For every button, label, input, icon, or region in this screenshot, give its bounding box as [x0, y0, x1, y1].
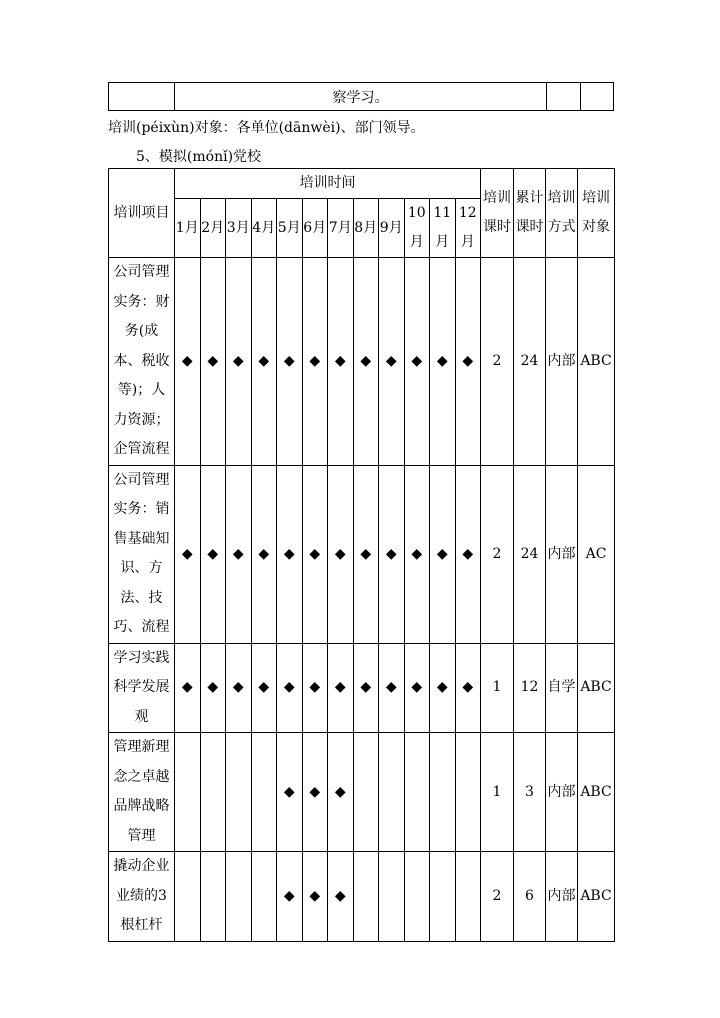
month-cell [353, 643, 379, 733]
month-cell [328, 465, 354, 643]
month-cell [200, 643, 226, 733]
month-cell [302, 643, 328, 733]
schedule-mark-icon: ◆ [283, 887, 295, 904]
schedule-mark-icon: ◆ [385, 545, 397, 562]
month-cell [430, 258, 456, 466]
schedule-mark-icon: ◆ [462, 352, 474, 369]
month-cell [200, 733, 226, 852]
row-method: 内部 [546, 852, 578, 942]
month-cell [175, 733, 201, 852]
schedule-mark-icon: ◆ [181, 352, 193, 369]
continuation-row [109, 83, 614, 111]
training-target-line: 培训(péixùn)对象：各单位(dānwèi)、部门领导。 [108, 120, 425, 136]
month-cell [277, 643, 303, 733]
month-cell [455, 258, 481, 466]
header-month: 3月 [226, 199, 252, 258]
cell-empty [109, 83, 175, 111]
header-month: 6月 [302, 199, 328, 258]
month-cell [379, 465, 405, 643]
schedule-mark-icon: ◆ [232, 679, 244, 696]
cell-empty [547, 83, 581, 111]
schedule-mark-icon: ◆ [360, 352, 372, 369]
month-cell [302, 852, 328, 942]
month-cell [430, 465, 456, 643]
month-cell [226, 465, 252, 643]
month-cell [379, 258, 405, 466]
row-cumulative: 3 [514, 733, 546, 852]
schedule-mark-icon: ◆ [283, 545, 295, 562]
month-cell [302, 465, 328, 643]
month-cell [251, 643, 277, 733]
month-cell [226, 643, 252, 733]
header-month: 5月 [277, 199, 303, 258]
schedule-mark-icon: ◆ [283, 679, 295, 696]
schedule-mark-icon: ◆ [411, 352, 423, 369]
schedule-mark-icon: ◆ [309, 545, 321, 562]
header-month: 8月 [353, 199, 379, 258]
row-cumulative: 24 [514, 465, 546, 643]
schedule-mark-icon: ◆ [309, 887, 321, 904]
schedule-mark-icon: ◆ [334, 545, 346, 562]
month-cell [226, 733, 252, 852]
row-hours: 1 [481, 643, 514, 733]
header-month: 2月 [200, 199, 226, 258]
month-cell [175, 465, 201, 643]
row-hours: 2 [481, 852, 514, 942]
row-cumulative: 24 [514, 258, 546, 466]
header-hours: 培训课时 [481, 169, 514, 258]
schedule-mark-icon: ◆ [207, 352, 219, 369]
month-cell [379, 643, 405, 733]
header-month: 7月 [328, 199, 354, 258]
month-cell [251, 852, 277, 942]
month-cell [455, 643, 481, 733]
section-heading: 5、模拟(mónǐ)党校 [136, 149, 262, 165]
month-cell [277, 733, 303, 852]
month-cell [379, 733, 405, 852]
row-project: 公司管理实务：财务(成本、税收等)；人力资源；企管流程 [109, 258, 175, 466]
schedule-mark-icon: ◆ [207, 545, 219, 562]
cell-empty [581, 83, 614, 111]
month-cell [430, 643, 456, 733]
month-cell [175, 852, 201, 942]
header-cumulative: 累计课时 [514, 169, 546, 258]
row-hours: 2 [481, 258, 514, 466]
month-cell [353, 733, 379, 852]
schedule-mark-icon: ◆ [258, 545, 270, 562]
schedule-mark-icon: ◆ [309, 352, 321, 369]
schedule-mark-icon: ◆ [232, 352, 244, 369]
header-row-1 [109, 169, 615, 199]
month-cell [277, 852, 303, 942]
row-target: ABC [578, 258, 615, 466]
header-month: 10月 [404, 199, 430, 258]
table-row [109, 733, 615, 852]
header-project: 培训项目 [109, 169, 175, 258]
schedule-mark-icon: ◆ [385, 679, 397, 696]
month-cell [455, 852, 481, 942]
table-row [109, 258, 615, 466]
month-cell [455, 733, 481, 852]
schedule-mark-icon: ◆ [462, 679, 474, 696]
schedule-mark-icon: ◆ [334, 679, 346, 696]
header-time-group: 培训时间 [175, 169, 481, 199]
header-month: 9月 [379, 199, 405, 258]
row-target: ABC [578, 643, 615, 733]
schedule-mark-icon: ◆ [360, 545, 372, 562]
month-cell [302, 258, 328, 466]
schedule-mark-icon: ◆ [309, 679, 321, 696]
month-cell [200, 852, 226, 942]
row-cumulative: 6 [514, 852, 546, 942]
header-month: 4月 [251, 199, 277, 258]
row-project: 公司管理实务：销售基础知识、方法、技巧、流程 [109, 465, 175, 643]
header-month: 1月 [175, 199, 201, 258]
month-cell [251, 733, 277, 852]
row-method: 内部 [546, 733, 578, 852]
schedule-mark-icon: ◆ [181, 545, 193, 562]
table-row [109, 465, 615, 643]
month-cell [404, 643, 430, 733]
month-cell [251, 465, 277, 643]
month-cell [328, 733, 354, 852]
schedule-mark-icon: ◆ [309, 783, 321, 800]
month-cell [226, 852, 252, 942]
schedule-mark-icon: ◆ [436, 545, 448, 562]
month-cell [404, 733, 430, 852]
schedule-mark-icon: ◆ [462, 545, 474, 562]
row-target: ABC [578, 852, 615, 942]
training-schedule-table [108, 168, 615, 942]
row-hours: 2 [481, 465, 514, 643]
month-cell [200, 465, 226, 643]
schedule-mark-icon: ◆ [258, 352, 270, 369]
continuation-text: 察学习。 [175, 83, 547, 111]
month-cell [430, 733, 456, 852]
month-cell [200, 258, 226, 466]
schedule-mark-icon: ◆ [283, 783, 295, 800]
row-project: 管理新理念之卓越品牌战略管理 [109, 733, 175, 852]
month-cell [302, 733, 328, 852]
schedule-mark-icon: ◆ [334, 887, 346, 904]
month-cell [353, 258, 379, 466]
month-cell [277, 465, 303, 643]
row-target: ABC [578, 733, 615, 852]
header-method: 培训方式 [546, 169, 578, 258]
schedule-mark-icon: ◆ [283, 352, 295, 369]
month-cell [175, 643, 201, 733]
row-method: 内部 [546, 258, 578, 466]
schedule-mark-icon: ◆ [411, 545, 423, 562]
schedule-mark-icon: ◆ [360, 679, 372, 696]
row-project: 撬动企业业绩的3根杠杆 [109, 852, 175, 942]
continuation-table [108, 82, 614, 111]
month-cell [328, 643, 354, 733]
month-cell [226, 258, 252, 466]
schedule-mark-icon: ◆ [334, 352, 346, 369]
row-method: 内部 [546, 465, 578, 643]
schedule-mark-icon: ◆ [411, 679, 423, 696]
schedule-mark-icon: ◆ [207, 679, 219, 696]
month-cell [328, 258, 354, 466]
schedule-mark-icon: ◆ [232, 545, 244, 562]
month-cell [404, 852, 430, 942]
table-row [109, 643, 615, 733]
header-target: 培训对象 [578, 169, 615, 258]
month-cell [379, 852, 405, 942]
schedule-mark-icon: ◆ [181, 679, 193, 696]
month-cell [353, 852, 379, 942]
table-row [109, 852, 615, 942]
month-cell [175, 258, 201, 466]
row-hours: 1 [481, 733, 514, 852]
month-cell [277, 258, 303, 466]
month-cell [353, 465, 379, 643]
schedule-mark-icon: ◆ [334, 783, 346, 800]
row-cumulative: 12 [514, 643, 546, 733]
month-cell [455, 465, 481, 643]
schedule-mark-icon: ◆ [436, 679, 448, 696]
schedule-mark-icon: ◆ [385, 352, 397, 369]
row-target: AC [578, 465, 615, 643]
header-month: 11月 [430, 199, 456, 258]
month-cell [404, 258, 430, 466]
schedule-mark-icon: ◆ [258, 679, 270, 696]
month-cell [430, 852, 456, 942]
month-cell [328, 852, 354, 942]
row-method: 自学 [546, 643, 578, 733]
schedule-mark-icon: ◆ [436, 352, 448, 369]
month-cell [251, 258, 277, 466]
row-project: 学习实践科学发展观 [109, 643, 175, 733]
month-cell [404, 465, 430, 643]
header-month: 12月 [455, 199, 481, 258]
